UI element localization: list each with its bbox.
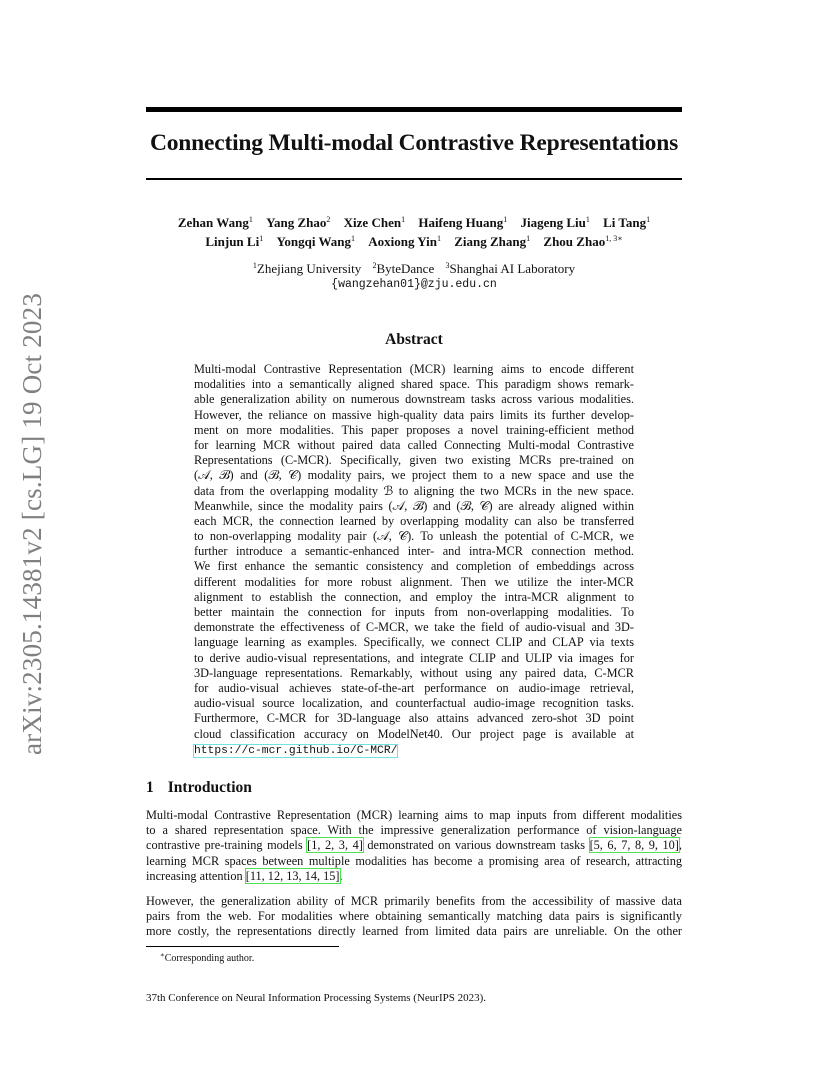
- author: Jiageng Liu$^1$: [520, 215, 590, 230]
- abstract-last-line: [194, 742, 634, 757]
- footnote-text: Corresponding author.: [164, 953, 255, 964]
- abstract-line: However, the reliance on massive high-quality data pairs limits its further develop-: [194, 407, 634, 422]
- intro-line: more costly, the representations directly learned from limited data pairs are unreliable. On the other: [146, 924, 682, 939]
- title-top-rule: [146, 107, 682, 112]
- author: Ziang Zhang$^1$: [454, 234, 531, 249]
- intro-line: [146, 838, 682, 853]
- abstract-line: cloud classification accuracy on ModelNet40. Our project page is available at: [194, 726, 634, 741]
- abstract-line: data from the overlapping modality ℬ to aligning the two MCRs in the new space.: [194, 483, 634, 498]
- intro-line: to a shared representation space. With the impressive generalization performance of vision-language: [146, 823, 682, 838]
- abstract-line: better maintain the connection for inputs from non-overlapping modalities. To: [194, 605, 634, 619]
- abstract-line: able generalization ability on numerous downstream tasks across various modalities.: [194, 392, 634, 407]
- author: Xize Chen$^1$: [343, 215, 406, 230]
- author: Yang Zhao$^2$: [266, 215, 331, 230]
- title-bottom-rule: [146, 178, 682, 180]
- abstract-line: Representations (C-MCR). Specifically, given two existing MCRs pre-trained on: [194, 453, 634, 468]
- intro-line: However, the generalization ability of MCR primarily benefits from the accessibility of massive data: [146, 894, 682, 908]
- citation-link[interactable]: [11, 12, 13, 14, 15]: [245, 868, 340, 883]
- conference-note: 37th Conference on Neural Information Processing Systems (NeurIPS 2023).: [146, 992, 487, 1004]
- text-span: .: [339, 868, 343, 883]
- affiliation: $^1$Zhejiang University: [252, 261, 362, 276]
- project-page-link[interactable]: https://c-mcr.github.io/C-MCR/: [194, 744, 398, 757]
- abstract-line: Meanwhile, since the modality pairs (𝒜, ℬ) and (ℬ, 𝒞) are already aligned within: [194, 498, 634, 513]
- paper-title: Connecting Multi-modal Contrastive Representations: [149, 130, 679, 156]
- section-title: Introduction: [167, 779, 252, 796]
- text-span: increasing attention: [146, 868, 246, 883]
- author: Yongqi Wang$^1$: [276, 234, 355, 249]
- abstract-line: Multi-modal Contrastive Representation (MCR) learning aims to encode different: [194, 362, 634, 376]
- affiliation: $^3$Shanghai AI Laboratory: [445, 261, 576, 276]
- abstract-line: audio-visual source localization, and counterfactual audio-image recognition tasks.: [194, 696, 634, 711]
- abstract-body: [194, 362, 634, 757]
- author: Haifeng Huang$^1$: [418, 215, 508, 230]
- author-list: [146, 212, 682, 250]
- citation-link[interactable]: [5, 6, 7, 8, 9, 10]: [589, 838, 679, 853]
- section-heading-introduction: [146, 779, 252, 797]
- intro-line: learning MCR spaces between multiple modalities has become a promising area of research, attracting: [146, 853, 682, 868]
- text-span: contrastive pre-training models: [146, 838, 308, 853]
- abstract-heading: Abstract: [385, 331, 443, 348]
- abstract-line: for learning MCR without paired data called Connecting Multi-modal Contrastive: [194, 437, 634, 452]
- abstract-line: Furthermore, C-MCR for 3D-language also attains advanced zero-shot 3D point: [194, 711, 634, 726]
- intro-line: [146, 869, 682, 884]
- affiliation-row: [146, 258, 682, 277]
- abstract-line: different modalities for more robust alignment. Then we utilize the inter-MCR: [194, 574, 634, 589]
- abstract-line: We first enhance the semantic consistency and completion of embeddings across: [194, 559, 634, 574]
- abstract-line: for audio-visual achieves state-of-the-art performance on audio-image retrieval,: [194, 680, 634, 695]
- text-span: demonstrated on various downstream tasks: [362, 838, 590, 853]
- author: Zhou Zhao$^{1, 3∗}$: [543, 234, 623, 249]
- abstract-line: modalities into a semantically aligned shared space. This paradigm shows remark-: [194, 377, 634, 392]
- author-row-1: [146, 212, 682, 231]
- section-number: 1: [146, 779, 154, 796]
- abstract-line: alignment to establish the connection, and employ the intra-MCR alignment to: [194, 589, 634, 604]
- abstract-line: to derive audio-visual representations, and integrate CLIP and ULIP via images for: [194, 650, 634, 665]
- intro-line: Multi-modal Contrastive Representation (MCR) learning aims to map inputs from different modalities: [146, 808, 682, 822]
- intro-paragraph-1: [146, 808, 682, 884]
- abstract-line: 3D-language representations. Remarkably, without using any paired data, C-MCR: [194, 665, 634, 680]
- abstract-line: ment on more modalities. This paper proposes a novel training-efficient method: [194, 422, 634, 437]
- text-span: ,: [678, 838, 682, 853]
- author-row-2: [146, 231, 682, 250]
- abstract-line: each MCR, the connection learned by overlapping modality can also be transferred: [194, 513, 634, 528]
- footnote: [160, 951, 254, 964]
- intro-line: pairs from the web. For modalities where obtaining semantically matching data pairs is significantly: [146, 909, 682, 924]
- arxiv-side-label: arXiv:2305.14381v2 [cs.LG] 19 Oct 2023: [17, 292, 47, 755]
- footnote-mark: ∗: [160, 951, 165, 959]
- abstract-line: (𝒜, ℬ) and (ℬ, 𝒞) modality pairs, we project them to a new space and use the: [194, 468, 634, 483]
- contact-email[interactable]: {wangzehan01}@zju.edu.cn: [331, 278, 497, 291]
- author: Linjun Li$^1$: [205, 234, 264, 249]
- author: Zehan Wang$^1$: [177, 215, 253, 230]
- abstract-line: demonstrate the effectiveness of C-MCR, we take the field of audio-visual and 3D-: [194, 620, 634, 635]
- footnote-rule: [146, 946, 339, 947]
- author: Li Tang$^1$: [603, 215, 651, 230]
- affiliation: $^2$ByteDance: [372, 261, 435, 276]
- intro-paragraph-2: [146, 894, 682, 940]
- author: Aoxiong Yin$^1$: [368, 234, 441, 249]
- citation-link[interactable]: [1, 2, 3, 4]: [307, 838, 363, 853]
- affiliations: [146, 258, 682, 293]
- abstract-line: language learning as examples. Specifically, we connect CLIP and CLAP via texts: [194, 635, 634, 650]
- abstract-line: further introduce a semantic-enhanced inter- and intra-MCR connection method.: [194, 544, 634, 559]
- abstract-line: to non-overlapping modality pair (𝒜, 𝒞). To unleash the potential of C-MCR, we: [194, 529, 634, 544]
